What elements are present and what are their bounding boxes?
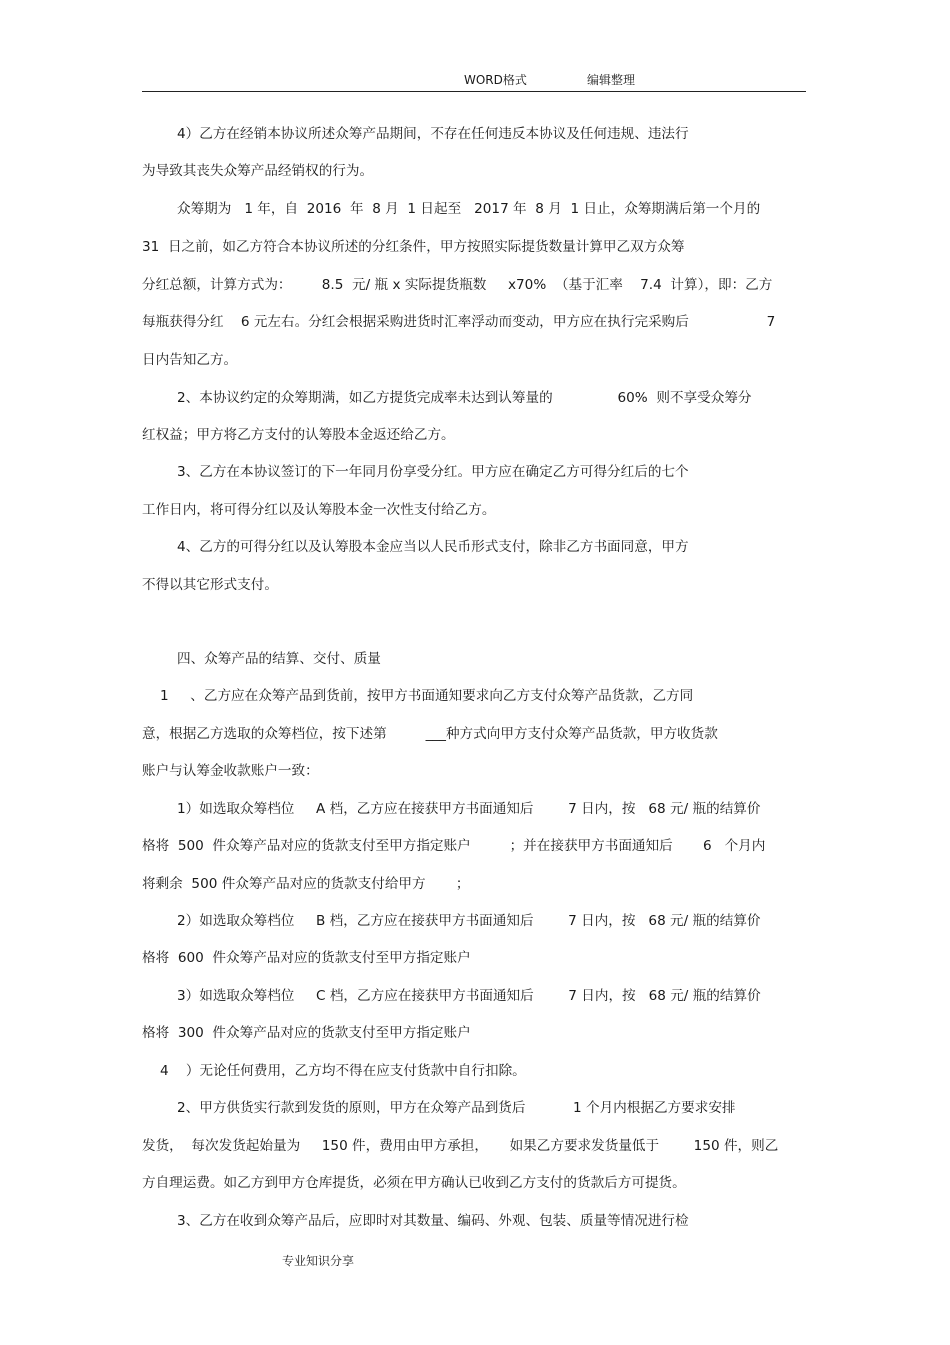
text-line: 为导致其丧失众筹产品经销权的行为。 [142,163,374,179]
text-line: 众筹期为 1 年，自 2016 年 8 月 1 日起至 2017 年 8 月 1 日止，众筹期满后第一个月的 [177,201,761,217]
text-line: 每瓶获得分红 6 元左右。分红会根据采购进货时汇率浮动而变动，甲方应在执行完采购后 7 [142,314,776,330]
text-line: 红权益；甲方将乙方支付的认筹股本金返还给乙方。 [142,427,455,443]
text-line: 日内告知乙方。 [142,352,238,368]
text-line: 发货， 每次发货起始量为 150 件，费用由甲方承担， 如果乙方要求发货量低于 150 件，则乙 [142,1138,779,1154]
text-line: 账户与认筹金收款账户一致： [142,763,319,779]
text-line: 工作日内，将可得分红以及认筹股本金一次性支付给乙方。 [142,502,496,518]
text-line: 格将 300 件众筹产品对应的货款支付至甲方指定账户 [142,1025,471,1041]
text-line: 1 、乙方应在众筹产品到货前，按甲方书面通知要求向乙方支付众筹产品货款，乙方同 [160,688,694,704]
text-line: 4）乙方在经销本协议所述众筹产品期间，不存在任何违反本协议及任何违规、违法行 [177,126,689,142]
text-line: 2、本协议约定的众筹期满，如乙方提货完成率未达到认筹量的 60% 则不享受众筹分 [177,390,752,406]
section-heading: 四、众筹产品的结算、交付、质量 [177,651,381,667]
text-line: 31 日之前，如乙方符合本协议所述的分红条件，甲方按照实际提货数量计算甲乙双方众筹 [142,239,685,255]
page-footer: 专业知识分享 [282,1254,355,1268]
text-line: 意，根据乙方选取的众筹档位，按下述第 ___种方式向甲方支付众筹产品货款，甲方收货款 [142,726,718,742]
header-edit-label: 编辑整理 [587,73,636,87]
text-line: 分红总额，计算方式为： 8.5 元/ 瓶 x 实际提货瓶数 x70% （基于汇率 7.4 计算），即：乙方 [142,277,773,293]
text-line: 不得以其它形式支付。 [142,577,278,593]
text-line: 2）如选取众筹档位 B 档，乙方应在接获甲方书面通知后 7 日内，按 68 元/ 瓶的结算价 [177,913,761,929]
text-line: 将剩余 500 件众筹产品对应的货款支付给甲方 ； [142,876,470,892]
page-header [142,70,806,92]
text-line: 格将 500 件众筹产品对应的货款支付至甲方指定账户 ；并在接获甲方书面通知后 6 个月内 [142,838,766,854]
text-line: 4 ）无论任何费用，乙方均不得在应支付货款中自行扣除。 [160,1063,526,1079]
text-line: 3、乙方在本协议签订的下一年同月份享受分红。甲方应在确定乙方可得分红后的七个 [177,464,689,480]
text-line: 1）如选取众筹档位 A 档，乙方应在接获甲方书面通知后 7 日内，按 68 元/ 瓶的结算价 [177,801,761,817]
text-line: 3）如选取众筹档位 C 档，乙方应在接获甲方书面通知后 7 日内，按 68 元/ 瓶的结算价 [177,988,761,1004]
text-line: 方自理运费。如乙方到甲方仓库提货，必须在甲方确认已收到乙方支付的货款后方可提货。 [142,1175,686,1191]
text-line: 4、乙方的可得分红以及认筹股本金应当以人民币形式支付，除非乙方书面同意，甲方 [177,539,689,555]
text-line: 格将 600 件众筹产品对应的货款支付至甲方指定账户 [142,950,471,966]
text-line: 3、乙方在收到众筹产品后，应即时对其数量、编码、外观、包装、质量等情况进行检 [177,1213,689,1229]
text-line: 2、甲方供货实行款到发货的原则，甲方在众筹产品到货后 1 个月内根据乙方要求安排 [177,1100,736,1116]
header-format-label: WORD格式 [464,73,527,87]
